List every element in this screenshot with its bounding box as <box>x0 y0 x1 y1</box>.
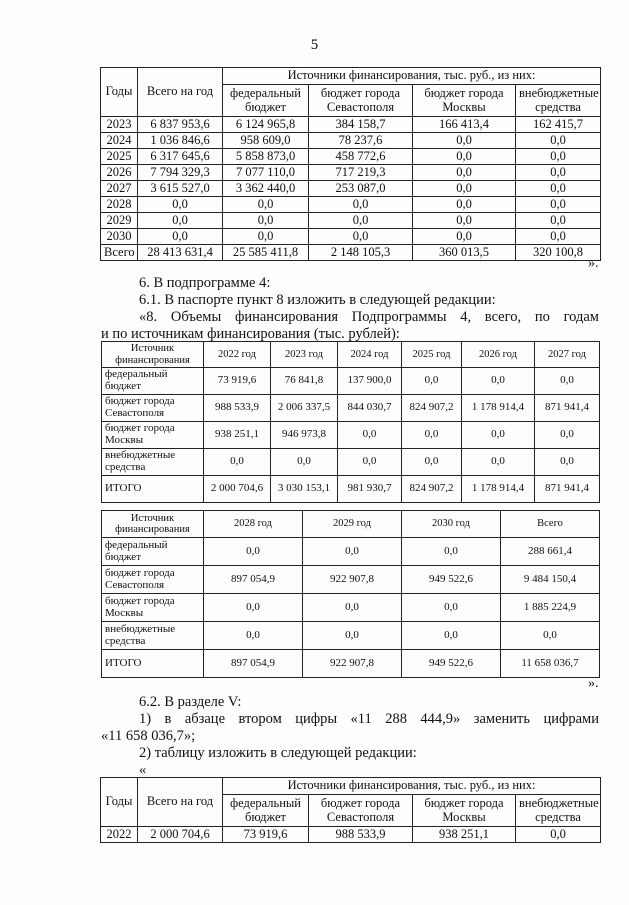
table-cell: 73 919,6 <box>223 827 309 843</box>
table-cell: 0,0 <box>402 622 501 650</box>
table-cell: 958 609,0 <box>223 133 309 149</box>
page-number: 5 <box>310 37 319 53</box>
table-cell: 922 907,8 <box>303 650 402 678</box>
header-offbudget: внебюджетные средства <box>516 85 601 117</box>
table-cell: 0,0 <box>303 594 402 622</box>
table-cell: 0,0 <box>402 368 462 395</box>
table-cell: 844 030,7 <box>338 395 402 422</box>
table-cell: 458 772,6 <box>309 149 413 165</box>
table-cell: 871 941,4 <box>535 476 600 503</box>
column-header: 2026 год <box>462 342 535 368</box>
paragraph: «8. Объемы финансирования Подпрограммы 4, всего, по годам <box>139 309 599 325</box>
header-sevastopol: бюджет города Севастополя <box>309 85 413 117</box>
row-label: 2026 <box>101 165 138 181</box>
table-cell: 0,0 <box>516 213 601 229</box>
row-label: 2027 <box>101 181 138 197</box>
column-header: 2028 год <box>204 511 303 538</box>
column-header: Всего <box>501 511 600 538</box>
row-label: бюджет города Севастополя <box>102 566 204 594</box>
row-label: внебюджетные средства <box>102 622 204 650</box>
table-cell: 1 036 846,6 <box>138 133 223 149</box>
table-cell: 7 077 110,0 <box>223 165 309 181</box>
table-row <box>101 229 601 245</box>
table-cell: 0,0 <box>516 827 601 843</box>
table-row <box>102 368 600 395</box>
column-header: 2030 год <box>402 511 501 538</box>
table-row <box>101 133 601 149</box>
table-row <box>102 594 600 622</box>
table-cell: 717 219,3 <box>309 165 413 181</box>
table-cell: 0,0 <box>516 133 601 149</box>
table-cell: 0,0 <box>338 422 402 449</box>
header-years: Годы <box>101 68 138 117</box>
table-row <box>102 449 600 476</box>
table-cell: 5 858 873,0 <box>223 149 309 165</box>
closing-quote: ». <box>588 676 599 691</box>
table-cell: 1 178 914,4 <box>462 476 535 503</box>
table-cell: 0,0 <box>204 622 303 650</box>
table-cell: 0,0 <box>271 449 338 476</box>
table-cell: 981 930,7 <box>338 476 402 503</box>
table-cell: 0,0 <box>516 229 601 245</box>
table-cell: 0,0 <box>223 213 309 229</box>
paragraph: и по источникам финансирования (тыс. рублей): <box>101 326 400 342</box>
table-cell: 949 522,6 <box>402 566 501 594</box>
table-cell: 946 973,8 <box>271 422 338 449</box>
paragraph: 6.2. В разделе V: <box>139 694 242 710</box>
table-cell: 0,0 <box>204 594 303 622</box>
table-cell: 3 030 153,1 <box>271 476 338 503</box>
table-cell: 11 658 036,7 <box>501 650 600 678</box>
financing-by-year-table <box>100 67 601 261</box>
table-cell: 6 317 645,6 <box>138 149 223 165</box>
table-cell: 871 941,4 <box>535 395 600 422</box>
table-cell: 0,0 <box>462 368 535 395</box>
table-cell: 0,0 <box>413 197 516 213</box>
header-federal: федеральный бюджет <box>223 795 309 827</box>
table-row <box>102 622 600 650</box>
row-label: федеральный бюджет <box>102 368 204 395</box>
table-cell: 0,0 <box>223 229 309 245</box>
row-label: 2023 <box>101 117 138 133</box>
table-cell: 320 100,8 <box>516 245 601 261</box>
header-sources: Источники финансирования, тыс. руб., из них: <box>223 68 601 85</box>
row-label: 2028 <box>101 197 138 213</box>
table-cell: 0,0 <box>413 133 516 149</box>
table-row <box>101 181 601 197</box>
table-cell: 0,0 <box>462 422 535 449</box>
table-cell: 384 158,7 <box>309 117 413 133</box>
paragraph: 1) в абзаце втором цифры «11 288 444,9» заменить цифрами <box>139 711 599 727</box>
row-label: бюджет города Москвы <box>102 422 204 449</box>
table-cell: 1 885 224,9 <box>501 594 600 622</box>
table-row <box>101 117 601 133</box>
table-row <box>102 566 600 594</box>
table-cell: 938 251,1 <box>413 827 516 843</box>
table-cell: 0,0 <box>138 197 223 213</box>
table-row <box>101 197 601 213</box>
table-cell: 0,0 <box>138 213 223 229</box>
table-cell: 0,0 <box>402 449 462 476</box>
table-row <box>101 149 601 165</box>
row-label: внебюджетные средства <box>102 449 204 476</box>
table-cell: 2 000 704,6 <box>204 476 271 503</box>
table-cell: 0,0 <box>413 229 516 245</box>
column-header: 2023 год <box>271 342 338 368</box>
row-label: бюджет города Севастополя <box>102 395 204 422</box>
table-cell: 288 661,4 <box>501 538 600 566</box>
table-row <box>102 422 600 449</box>
table-row <box>102 395 600 422</box>
table-cell: 938 251,1 <box>204 422 271 449</box>
column-header: 2022 год <box>204 342 271 368</box>
table-cell: 6 837 953,6 <box>138 117 223 133</box>
table-cell: 949 522,6 <box>402 650 501 678</box>
row-label: 2025 <box>101 149 138 165</box>
table-cell: 0,0 <box>303 622 402 650</box>
header-offbudget: внебюджетные средства <box>516 795 601 827</box>
table-cell: 3 615 527,0 <box>138 181 223 197</box>
row-label: ИТОГО <box>102 650 204 678</box>
table-cell: 0,0 <box>138 229 223 245</box>
table-cell: 0,0 <box>413 213 516 229</box>
table-cell: 0,0 <box>516 181 601 197</box>
closing-quote: ». <box>588 256 599 271</box>
table-cell: 0,0 <box>516 165 601 181</box>
table-cell: 0,0 <box>303 538 402 566</box>
row-label: 2030 <box>101 229 138 245</box>
table-row <box>101 827 601 843</box>
column-header: Источник финансирования <box>102 511 204 538</box>
table-cell: 137 900,0 <box>338 368 402 395</box>
table-cell: 0,0 <box>402 594 501 622</box>
table-cell: 922 907,8 <box>303 566 402 594</box>
header-total: Всего на год <box>138 68 223 117</box>
table-cell: 988 533,9 <box>309 827 413 843</box>
table-cell: 76 841,8 <box>271 368 338 395</box>
table-cell: 9 484 150,4 <box>501 566 600 594</box>
table-cell: 897 054,9 <box>204 566 303 594</box>
table-cell: 0,0 <box>413 149 516 165</box>
table-row <box>101 213 601 229</box>
table-cell: 0,0 <box>516 149 601 165</box>
column-header: 2024 год <box>338 342 402 368</box>
table-cell: 0,0 <box>309 213 413 229</box>
row-label: федеральный бюджет <box>102 538 204 566</box>
table-cell: 0,0 <box>223 197 309 213</box>
table-cell: 897 054,9 <box>204 650 303 678</box>
header-years: Годы <box>101 778 138 827</box>
table-cell: 0,0 <box>462 449 535 476</box>
table-row <box>102 650 600 678</box>
table-cell: 73 919,6 <box>204 368 271 395</box>
table-cell: 78 237,6 <box>309 133 413 149</box>
table-cell: 0,0 <box>413 165 516 181</box>
row-label: 2029 <box>101 213 138 229</box>
table-row <box>102 476 600 503</box>
subprogram-financing-table-2022-2027 <box>101 341 600 503</box>
table-cell: 824 907,2 <box>402 476 462 503</box>
paragraph: « <box>139 762 147 778</box>
table-cell: 0,0 <box>535 449 600 476</box>
paragraph: 2) таблицу изложить в следующей редакции: <box>139 745 417 761</box>
row-label: ИТОГО <box>102 476 204 503</box>
table-cell: 0,0 <box>204 538 303 566</box>
section-v-financing-table <box>100 777 601 843</box>
paragraph: 6.1. В паспорте пункт 8 изложить в следующей редакции: <box>139 292 496 308</box>
table-cell: 0,0 <box>309 229 413 245</box>
table-cell: 0,0 <box>402 422 462 449</box>
subprogram-financing-table-2028-2030 <box>101 510 600 678</box>
row-label: бюджет города Москвы <box>102 594 204 622</box>
header-sources: Источники финансирования, тыс. руб., из них: <box>223 778 601 795</box>
table-cell: 0,0 <box>204 449 271 476</box>
table-cell: 0,0 <box>413 181 516 197</box>
table-cell: 0,0 <box>516 197 601 213</box>
table-cell: 25 585 411,8 <box>223 245 309 261</box>
table-cell: 162 415,7 <box>516 117 601 133</box>
table-cell: 0,0 <box>535 422 600 449</box>
row-label: Всего <box>101 245 138 261</box>
table-cell: 988 533,9 <box>204 395 271 422</box>
column-header: Источник финансирования <box>102 342 204 368</box>
table-cell: 3 362 440,0 <box>223 181 309 197</box>
table-cell: 1 178 914,4 <box>462 395 535 422</box>
paragraph: «11 658 036,7»; <box>101 728 196 744</box>
table-row <box>101 245 601 261</box>
table-cell: 253 087,0 <box>309 181 413 197</box>
header-total: Всего на год <box>138 778 223 827</box>
column-header: 2029 год <box>303 511 402 538</box>
paragraph: 6. В подпрограмме 4: <box>139 275 271 291</box>
table-cell: 7 794 329,3 <box>138 165 223 181</box>
table-cell: 28 413 631,4 <box>138 245 223 261</box>
column-header: 2027 год <box>535 342 600 368</box>
table-row <box>102 538 600 566</box>
table-cell: 0,0 <box>402 538 501 566</box>
table-cell: 0,0 <box>535 368 600 395</box>
table-cell: 0,0 <box>501 622 600 650</box>
table-cell: 166 413,4 <box>413 117 516 133</box>
table-cell: 2 000 704,6 <box>138 827 223 843</box>
table-cell: 0,0 <box>309 197 413 213</box>
header-moscow: бюджет города Москвы <box>413 85 516 117</box>
header-moscow: бюджет города Москвы <box>413 795 516 827</box>
table-cell: 0,0 <box>338 449 402 476</box>
table-cell: 824 907,2 <box>402 395 462 422</box>
table-row <box>101 165 601 181</box>
column-header: 2025 год <box>402 342 462 368</box>
table-cell: 2 148 105,3 <box>309 245 413 261</box>
header-federal: федеральный бюджет <box>223 85 309 117</box>
table-cell: 2 006 337,5 <box>271 395 338 422</box>
table-cell: 6 124 965,8 <box>223 117 309 133</box>
header-sevastopol: бюджет города Севастополя <box>309 795 413 827</box>
row-label: 2022 <box>101 827 138 843</box>
table-cell: 360 013,5 <box>413 245 516 261</box>
row-label: 2024 <box>101 133 138 149</box>
